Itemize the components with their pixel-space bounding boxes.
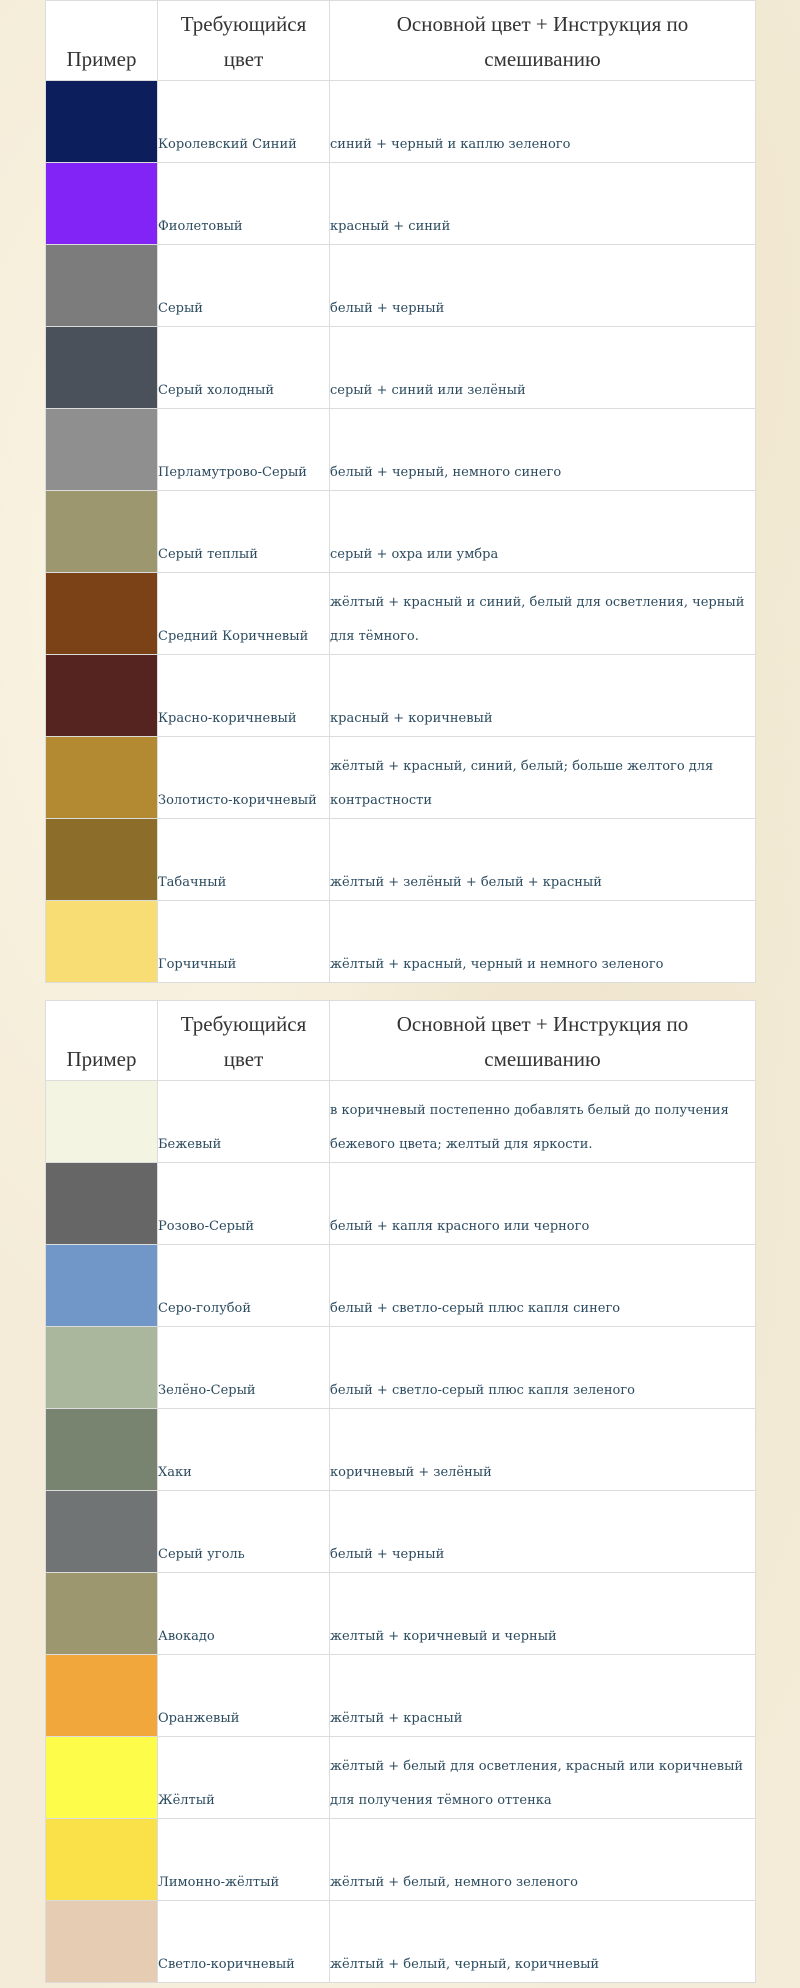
mixing-instruction: жёлтый + красный, синий, белый; больше желтого для контрастности	[330, 737, 756, 819]
color-swatch	[46, 901, 158, 983]
table-row	[46, 655, 756, 737]
table-row	[46, 1655, 756, 1737]
mixing-instruction: красный + коричневый	[330, 655, 756, 737]
color-name: Серый теплый	[158, 491, 330, 573]
header-sample: Пример	[46, 1001, 158, 1081]
mixing-instruction: жёлтый + белый, немного зеленого	[330, 1819, 756, 1901]
color-name: Красно-коричневый	[158, 655, 330, 737]
color-swatch	[46, 327, 158, 409]
mixing-instruction: жёлтый + зелёный + белый + красный	[330, 819, 756, 901]
color-name: Лимонно-жёлтый	[158, 1819, 330, 1901]
color-name: Золотисто-коричневый	[158, 737, 330, 819]
mixing-instruction: белый + черный	[330, 1491, 756, 1573]
color-swatch	[46, 1737, 158, 1819]
table-row	[46, 1245, 756, 1327]
color-name: Фиолетовый	[158, 163, 330, 245]
mixing-instruction: белый + светло-серый плюс капля синего	[330, 1245, 756, 1327]
color-name: Серый	[158, 245, 330, 327]
color-swatch	[46, 1491, 158, 1573]
color-swatch	[46, 573, 158, 655]
color-name: Бежевый	[158, 1081, 330, 1163]
table-row	[46, 1409, 756, 1491]
color-swatch	[46, 1901, 158, 1983]
header-instruction: Основной цвет + Инструкция по смешиванию	[330, 1001, 756, 1081]
table-row	[46, 163, 756, 245]
table-row	[46, 1901, 756, 1983]
color-name: Королевский Синий	[158, 81, 330, 163]
mixing-instruction: серый + охра или умбра	[330, 491, 756, 573]
color-name: Хаки	[158, 1409, 330, 1491]
table-row	[46, 409, 756, 491]
table-row	[46, 1819, 756, 1901]
color-name: Средний Коричневый	[158, 573, 330, 655]
color-swatch	[46, 1163, 158, 1245]
color-swatch	[46, 1081, 158, 1163]
table-row	[46, 491, 756, 573]
mixing-instruction: белый + светло-серый плюс капля зеленого	[330, 1327, 756, 1409]
mixing-instruction: жёлтый + белый, черный, коричневый	[330, 1901, 756, 1983]
mixing-instruction: серый + синий или зелёный	[330, 327, 756, 409]
mixing-instruction: синий + черный и каплю зеленого	[330, 81, 756, 163]
color-name: Серо-голубой	[158, 1245, 330, 1327]
mixing-instruction: жёлтый + красный, черный и немного зеленого	[330, 901, 756, 983]
color-swatch	[46, 163, 158, 245]
mixing-instruction: белый + черный, немного синего	[330, 409, 756, 491]
color-name: Оранжевый	[158, 1655, 330, 1737]
header-sample: Пример	[46, 1, 158, 81]
mixing-instruction: белый + черный	[330, 245, 756, 327]
color-swatch	[46, 819, 158, 901]
header-color: Требующийся цвет	[158, 1, 330, 81]
mixing-instruction: красный + синий	[330, 163, 756, 245]
color-swatch	[46, 245, 158, 327]
color-name: Горчичный	[158, 901, 330, 983]
color-name: Розово-Серый	[158, 1163, 330, 1245]
mixing-instruction: в коричневый постепенно добавлять белый до получения бежевого цвета; желтый для яркости.	[330, 1081, 756, 1163]
color-name: Табачный	[158, 819, 330, 901]
table-row	[46, 1491, 756, 1573]
color-swatch	[46, 409, 158, 491]
table-row	[46, 1737, 756, 1819]
color-name: Авокадо	[158, 1573, 330, 1655]
color-swatch	[46, 1819, 158, 1901]
color-name: Жёлтый	[158, 1737, 330, 1819]
color-swatch	[46, 491, 158, 573]
color-name: Перламутрово-Серый	[158, 409, 330, 491]
color-swatch	[46, 1409, 158, 1491]
color-swatch	[46, 81, 158, 163]
table-row	[46, 573, 756, 655]
color-mixing-table-2	[45, 1000, 756, 1983]
table-row	[46, 1327, 756, 1409]
table-row	[46, 245, 756, 327]
mixing-instruction: белый + капля красного или черного	[330, 1163, 756, 1245]
color-swatch	[46, 655, 158, 737]
color-swatch	[46, 1573, 158, 1655]
table-row	[46, 1163, 756, 1245]
table-row	[46, 1081, 756, 1163]
mixing-instruction: коричневый + зелёный	[330, 1409, 756, 1491]
color-swatch	[46, 737, 158, 819]
table-row	[46, 901, 756, 983]
color-swatch	[46, 1655, 158, 1737]
table-header-row	[46, 1001, 756, 1081]
header-instruction: Основной цвет + Инструкция по смешиванию	[330, 1, 756, 81]
header-color: Требующийся цвет	[158, 1001, 330, 1081]
table-row	[46, 819, 756, 901]
mixing-instruction: жёлтый + красный и синий, белый для осветления, черный для тёмного.	[330, 573, 756, 655]
mixing-instruction: желтый + коричневый и черный	[330, 1573, 756, 1655]
color-swatch	[46, 1245, 158, 1327]
color-mixing-table-1	[45, 0, 756, 983]
mixing-instruction: жёлтый + белый для осветления, красный или коричневый для получения тёмного оттенка	[330, 1737, 756, 1819]
table-row	[46, 737, 756, 819]
mixing-instruction: жёлтый + красный	[330, 1655, 756, 1737]
table-header-row	[46, 1, 756, 81]
color-swatch	[46, 1327, 158, 1409]
table-row	[46, 327, 756, 409]
color-name: Светло-коричневый	[158, 1901, 330, 1983]
color-name: Серый холодный	[158, 327, 330, 409]
table-row	[46, 1573, 756, 1655]
color-name: Серый уголь	[158, 1491, 330, 1573]
color-name: Зелёно-Серый	[158, 1327, 330, 1409]
table-row	[46, 81, 756, 163]
